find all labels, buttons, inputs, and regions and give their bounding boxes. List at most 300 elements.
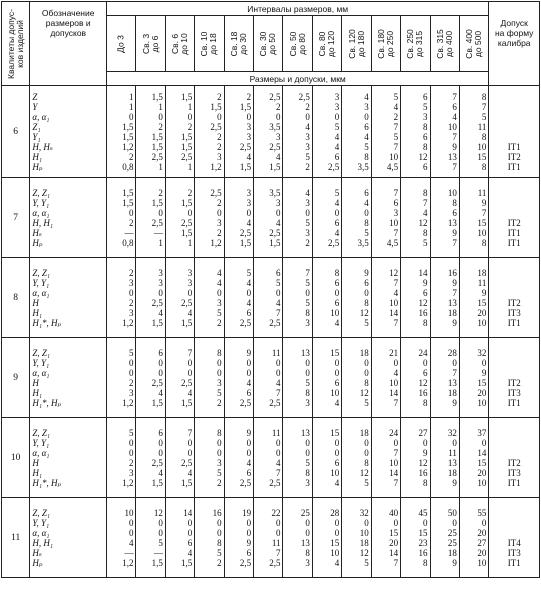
tolerance-value: 4 <box>334 142 340 152</box>
symbols-header-line: допусков <box>50 28 87 38</box>
symbol-label: α, α₁ <box>32 208 50 218</box>
tolerance-value: 0 <box>364 112 369 122</box>
tolerance-value: 0 <box>275 208 281 218</box>
interval-label: Св. 3 до 6 <box>140 33 160 54</box>
tolerance-value: 18 <box>447 468 457 478</box>
value-cell <box>107 178 136 258</box>
tolerance-value: 8 <box>364 458 369 468</box>
sizes-subheader <box>107 72 489 86</box>
tolerance-value: — <box>153 228 163 238</box>
calibre-value <box>489 208 539 218</box>
tolerance-value: 0 <box>334 358 340 368</box>
tolerance-value: 5 <box>393 132 399 142</box>
tolerance-value: 13 <box>447 378 457 388</box>
tolerance-value: 2,5 <box>239 398 252 408</box>
tolerance-value: 2,5 <box>151 458 163 468</box>
tolerance-value: 2 <box>217 228 222 238</box>
tolerance-value: 0,8 <box>122 162 134 172</box>
calibre-value: IT2 <box>507 298 521 308</box>
tolerance-value: 6 <box>334 218 340 228</box>
tolerance-value: 10 <box>447 122 457 132</box>
value-cell <box>459 258 488 338</box>
tolerance-value: 1,5 <box>151 398 163 408</box>
calibre-value: IT3 <box>507 548 521 558</box>
tolerance-value: 15 <box>477 378 487 388</box>
tolerance-value: 4 <box>158 468 163 478</box>
value-cell <box>283 258 312 338</box>
tolerance-value: 23 <box>418 538 428 548</box>
tolerance-value: 4 <box>393 288 399 298</box>
tolerance-value: 0 <box>275 368 281 378</box>
interval-label: Св. 250 до 315 <box>405 28 425 59</box>
symbol-label: H₁*, Hₚ <box>32 398 62 408</box>
tolerance-value: 6 <box>364 188 369 198</box>
tolerance-value: 3 <box>217 298 222 308</box>
tolerance-value: 6 <box>423 92 428 102</box>
interval-label: Св. 50 до 80 <box>287 31 307 56</box>
calibre-value: IT1 <box>507 478 521 488</box>
tolerance-value: 0 <box>364 208 369 218</box>
symbol-label: Hₛ <box>32 548 42 558</box>
interval-label: Св. 30 до 50 <box>258 31 278 56</box>
tolerance-value: 10 <box>477 228 487 238</box>
tolerance-value: 12 <box>153 508 163 518</box>
calibre-value <box>489 288 539 298</box>
tolerance-value: 4 <box>393 368 399 378</box>
tolerance-value: 4 <box>246 298 252 308</box>
tolerance-value: 8 <box>423 398 428 408</box>
calibre-value: IT3 <box>507 388 521 398</box>
tolerance-value: 0 <box>217 208 222 218</box>
tolerance-value: 3,5 <box>269 122 281 132</box>
tolerance-value: 7 <box>275 308 281 318</box>
interval-header <box>459 16 488 72</box>
tolerance-value: 1,5 <box>151 478 163 488</box>
quality-group-row <box>2 338 540 418</box>
tolerance-value: 2 <box>187 188 193 198</box>
value-cell <box>107 86 136 178</box>
tolerance-value: 7 <box>393 278 399 288</box>
value-cell <box>312 178 341 258</box>
tolerance-value: 2,5 <box>181 298 193 308</box>
tolerance-value: 9 <box>452 558 457 568</box>
quality-group-row <box>2 418 540 498</box>
value-cell <box>342 86 371 178</box>
tolerance-value: 8 <box>364 298 369 308</box>
tolerance-value: 3,5 <box>357 162 369 172</box>
tolerance-value: 20 <box>477 308 487 318</box>
tolerance-value: 6 <box>158 348 163 358</box>
tolerance-value: 3 <box>128 388 134 398</box>
value-cell <box>165 178 194 258</box>
tolerance-value: 0 <box>158 208 163 218</box>
tolerance-value: 8 <box>481 162 487 172</box>
tolerance-value: 0 <box>187 208 193 218</box>
tolerance-value: 3 <box>305 478 310 488</box>
tolerance-value: 2 <box>275 102 281 112</box>
value-cell <box>136 178 165 258</box>
tolerance-value: 2,5 <box>239 558 252 568</box>
tolerance-value: 0 <box>217 112 222 122</box>
tolerance-value: 4 <box>217 268 222 278</box>
tolerance-value: 5 <box>305 278 310 288</box>
tolerance-value: 11 <box>477 278 487 288</box>
tolerance-value: 4 <box>423 208 428 218</box>
tolerance-value: 2,5 <box>151 298 163 308</box>
tolerance-value: 1,5 <box>239 102 252 112</box>
tolerance-value: 0,8 <box>122 238 134 248</box>
tolerance-value: 0 <box>452 518 457 528</box>
tolerance-value: 11 <box>271 348 281 358</box>
symbol-label: H <box>32 298 39 308</box>
tolerance-value: 15 <box>477 458 487 468</box>
tolerance-value: 15 <box>330 538 340 548</box>
symbol-label: Z <box>32 92 38 102</box>
value-cell <box>430 498 459 578</box>
tolerance-value: 14 <box>389 548 399 558</box>
tolerance-value: 3 <box>246 198 252 208</box>
tolerance-value: 0 <box>481 438 487 448</box>
calibre-value <box>489 278 539 288</box>
tolerance-value: 8 <box>452 198 457 208</box>
tolerance-value: 1 <box>187 238 193 248</box>
tolerance-value: 18 <box>447 548 457 558</box>
calibre-value: IT1 <box>507 228 521 238</box>
value-cell <box>283 338 312 418</box>
tolerance-value: 0 <box>305 518 310 528</box>
tolerance-value: 9 <box>481 288 487 298</box>
tolerance-value: 3 <box>128 308 134 318</box>
tolerance-value: 4 <box>334 558 340 568</box>
tolerance-value: 6 <box>423 288 428 298</box>
tolerance-value: 3 <box>364 102 369 112</box>
symbols-cell <box>30 178 107 258</box>
tolerance-value: 2,5 <box>151 152 163 162</box>
tolerance-value: 6 <box>275 268 281 278</box>
tolerance-value: 1,5 <box>122 122 134 132</box>
tolerance-value: 0 <box>334 288 340 298</box>
tolerance-value: 13 <box>300 428 310 438</box>
tolerance-value: 4 <box>364 198 369 208</box>
tolerance-value: 1,5 <box>181 132 193 142</box>
tolerance-value: 5 <box>217 548 222 558</box>
tolerance-value: — <box>124 228 134 238</box>
tolerance-value: 12 <box>359 468 369 478</box>
tolerance-value: 2,5 <box>269 92 281 102</box>
tolerance-value: 20 <box>477 548 487 558</box>
tolerance-value: 5 <box>334 188 340 198</box>
tolerance-value: 8 <box>364 378 369 388</box>
quality-group-row <box>2 178 540 258</box>
tolerance-value: 5 <box>364 558 369 568</box>
interval-header <box>342 16 371 72</box>
tolerance-value: 0 <box>246 112 252 122</box>
tolerance-value: 18 <box>359 428 369 438</box>
tolerance-value: 2,5 <box>239 228 252 238</box>
tolerance-value: 6 <box>423 132 428 142</box>
tolerance-value: 10 <box>447 188 457 198</box>
tolerance-value: 10 <box>389 458 399 468</box>
tolerance-value: 25 <box>300 508 310 518</box>
value-cell <box>224 418 253 498</box>
tolerance-value: 5 <box>364 478 369 488</box>
tolerance-value: 10 <box>477 398 487 408</box>
tolerance-value: 2,5 <box>151 218 163 228</box>
tolerance-value: 20 <box>477 388 487 398</box>
calibre-value <box>489 428 539 438</box>
tolerance-value: 5 <box>423 102 428 112</box>
calibre-cell <box>489 86 540 178</box>
tolerance-value: 2 <box>128 268 134 278</box>
tolerance-value: 8 <box>334 268 340 278</box>
tolerance-value: 9 <box>452 278 457 288</box>
tolerance-value: 8 <box>305 388 310 398</box>
value-cell <box>459 338 488 418</box>
tolerance-value: 45 <box>418 508 428 518</box>
tolerance-value: 18 <box>447 388 457 398</box>
symbols-cell <box>30 258 107 338</box>
value-cell <box>165 258 194 338</box>
value-cell <box>165 338 194 418</box>
quality-value: 6 <box>2 86 30 178</box>
tolerance-value: 6 <box>334 152 340 162</box>
tolerance-table <box>1 1 540 578</box>
interval-label: До 3 <box>115 34 126 53</box>
tolerance-value: 1,5 <box>151 198 163 208</box>
symbols-cell <box>30 418 107 498</box>
tolerance-value: 1,5 <box>151 558 163 568</box>
tolerance-value: 7 <box>393 142 399 152</box>
tolerance-value: 2,5 <box>210 122 222 132</box>
value-cell <box>401 338 430 418</box>
quality-value: 7 <box>2 178 30 258</box>
symbols-column-header <box>30 2 107 86</box>
tolerance-value: 5 <box>246 268 252 278</box>
tolerance-value: 5 <box>393 92 399 102</box>
tolerance-value: 5 <box>364 318 369 328</box>
calibre-value <box>489 122 539 132</box>
tolerance-value: 20 <box>389 538 399 548</box>
tolerance-value: 4 <box>334 198 340 208</box>
tolerance-value: 2 <box>393 112 399 122</box>
tolerance-value: 9 <box>246 348 252 358</box>
symbols-header-label <box>30 8 106 38</box>
tolerance-value: 13 <box>447 152 457 162</box>
value-cell <box>401 418 430 498</box>
value-cell <box>195 258 224 338</box>
symbol-label: α, α₁ <box>32 448 50 458</box>
tolerance-value: 0 <box>158 368 163 378</box>
tolerance-value: 0 <box>305 528 310 538</box>
tolerance-value: 0 <box>158 528 163 538</box>
tolerance-value: 4 <box>187 548 193 558</box>
tolerance-value: 4 <box>246 152 252 162</box>
tolerance-value: 4 <box>275 458 281 468</box>
tolerance-value: 0 <box>393 358 399 368</box>
tolerance-value: 4 <box>334 132 340 142</box>
intervals-header <box>107 2 489 16</box>
interval-header <box>165 16 194 72</box>
quality-group-row <box>2 86 540 178</box>
tolerance-value: 0 <box>305 208 310 218</box>
tolerance-value: 8 <box>423 558 428 568</box>
tolerance-value: 2 <box>128 458 134 468</box>
interval-header <box>430 16 459 72</box>
quality-header-line: Квалитеты допус- <box>5 8 16 79</box>
tolerance-value: 14 <box>389 388 399 398</box>
tolerance-value: 0 <box>246 358 252 368</box>
tolerance-value: 0 <box>158 448 163 458</box>
tolerance-value: 8 <box>423 142 428 152</box>
value-cell <box>401 178 430 258</box>
value-cell <box>254 498 283 578</box>
tolerance-value: 6 <box>158 428 163 438</box>
tolerance-value: 3 <box>158 268 163 278</box>
tolerance-value: 9 <box>452 228 457 238</box>
symbol-label: Z₁ <box>32 122 41 132</box>
tolerance-value: 18 <box>359 538 369 548</box>
calibre-cell <box>489 338 540 418</box>
value-cell <box>342 418 371 498</box>
calibre-value <box>489 92 539 102</box>
tolerance-value: 2,5 <box>269 142 281 152</box>
calibre-value: IT2 <box>507 378 521 388</box>
tolerance-value: 0 <box>217 368 222 378</box>
calibre-header-line: калибра <box>497 38 531 48</box>
tolerance-value: 7 <box>393 558 399 568</box>
tolerance-value: 6 <box>246 308 252 318</box>
tolerance-value: 14 <box>389 308 399 318</box>
tolerance-value: 0 <box>334 208 340 218</box>
tolerance-value: 4 <box>334 228 340 238</box>
value-cell <box>195 86 224 178</box>
tolerance-value: 4 <box>275 218 281 228</box>
tolerance-value: 6 <box>334 458 340 468</box>
tolerance-value: 5 <box>128 348 134 358</box>
tolerance-value: 9 <box>452 478 457 488</box>
tolerance-value: 0 <box>305 358 310 368</box>
tolerance-value: 4 <box>246 218 252 228</box>
tolerance-value: 2,5 <box>181 458 193 468</box>
value-cell <box>430 338 459 418</box>
value-cell <box>342 338 371 418</box>
tolerance-value: 2 <box>305 238 310 248</box>
tolerance-value: 15 <box>330 428 340 438</box>
tolerance-value: 7 <box>423 198 428 208</box>
tolerance-value: 3 <box>334 102 340 112</box>
tolerance-value: 1 <box>128 92 134 102</box>
tolerance-value: 7 <box>275 548 281 558</box>
tolerance-value: 1,5 <box>239 238 252 248</box>
symbol-label: Y <box>32 102 38 112</box>
symbol-label: Z, Z₁ <box>32 428 50 438</box>
value-cell <box>224 86 253 178</box>
value-cell <box>107 418 136 498</box>
tolerance-value: 15 <box>418 528 428 538</box>
interval-header <box>371 16 400 72</box>
tolerance-value: 7 <box>275 468 281 478</box>
tolerance-value: 2,5 <box>239 478 252 488</box>
value-cell <box>224 178 253 258</box>
value-cell <box>401 86 430 178</box>
tolerance-value: 0 <box>217 528 222 538</box>
tolerance-value: 3 <box>305 398 310 408</box>
tolerance-value: 4 <box>393 102 399 112</box>
tolerance-value: 5 <box>334 122 340 132</box>
value-cell <box>371 86 400 178</box>
symbol-label: Z, Z₁ <box>32 188 50 198</box>
tolerance-value: 7 <box>481 208 487 218</box>
tolerance-value: 21 <box>389 348 399 358</box>
tolerance-value: 10 <box>389 152 399 162</box>
tolerance-value: 11 <box>448 448 457 458</box>
value-cell <box>224 258 253 338</box>
tolerance-value: 7 <box>452 92 457 102</box>
tolerance-value: 2 <box>217 558 222 568</box>
value-cell <box>224 338 253 418</box>
symbol-label: H <box>32 458 39 468</box>
tolerance-value: 2,5 <box>328 238 340 248</box>
tolerance-value: 15 <box>477 298 487 308</box>
interval-header <box>107 16 136 72</box>
calibre-value <box>489 198 539 208</box>
tolerance-value: 5 <box>305 152 310 162</box>
tolerance-value: 8 <box>481 132 487 142</box>
quality-value: 9 <box>2 338 30 418</box>
calibre-value <box>489 518 539 528</box>
symbols-cell <box>30 86 107 178</box>
tolerance-value: 4 <box>275 152 281 162</box>
calibre-value <box>489 508 539 518</box>
tolerance-value: 16 <box>418 548 428 558</box>
calibre-value: IT1 <box>507 398 521 408</box>
value-cell <box>165 86 194 178</box>
tolerance-value: 13 <box>300 348 310 358</box>
tolerance-value: 4 <box>187 468 193 478</box>
tolerance-value: 4 <box>305 122 310 132</box>
tolerance-value: 3 <box>246 188 252 198</box>
tolerance-value: 7 <box>393 448 399 458</box>
tolerance-value: 7 <box>393 318 399 328</box>
tolerance-value: 8 <box>423 478 428 488</box>
tolerance-value: 12 <box>418 152 428 162</box>
tolerance-value: 0 <box>334 112 340 122</box>
tolerance-value: 0 <box>246 208 252 218</box>
tolerance-value: 0 <box>158 288 163 298</box>
tolerance-value: 32 <box>359 508 369 518</box>
tolerance-value: 1,5 <box>210 102 222 112</box>
interval-label: Св. 315 до 400 <box>434 28 454 59</box>
tolerance-value: 0 <box>334 448 340 458</box>
tolerance-value: 1 <box>158 162 163 172</box>
tolerance-value: 9 <box>481 368 487 378</box>
tolerance-value: 1,2 <box>122 142 134 152</box>
tolerance-value: 6 <box>334 278 340 288</box>
tolerance-value: 0 <box>305 112 310 122</box>
tolerance-value: 8 <box>364 218 369 228</box>
tolerance-value: — <box>124 548 134 558</box>
value-cell <box>430 418 459 498</box>
tolerance-value: 9 <box>423 448 428 458</box>
tolerance-value: 1,5 <box>269 238 281 248</box>
tolerance-value: 1,5 <box>122 132 134 142</box>
tolerance-value: 7 <box>187 428 193 438</box>
tolerance-value: 12 <box>418 298 428 308</box>
value-cell <box>107 258 136 338</box>
tolerance-value: 2 <box>305 162 310 172</box>
tolerance-value: 32 <box>477 348 487 358</box>
value-cell <box>254 178 283 258</box>
